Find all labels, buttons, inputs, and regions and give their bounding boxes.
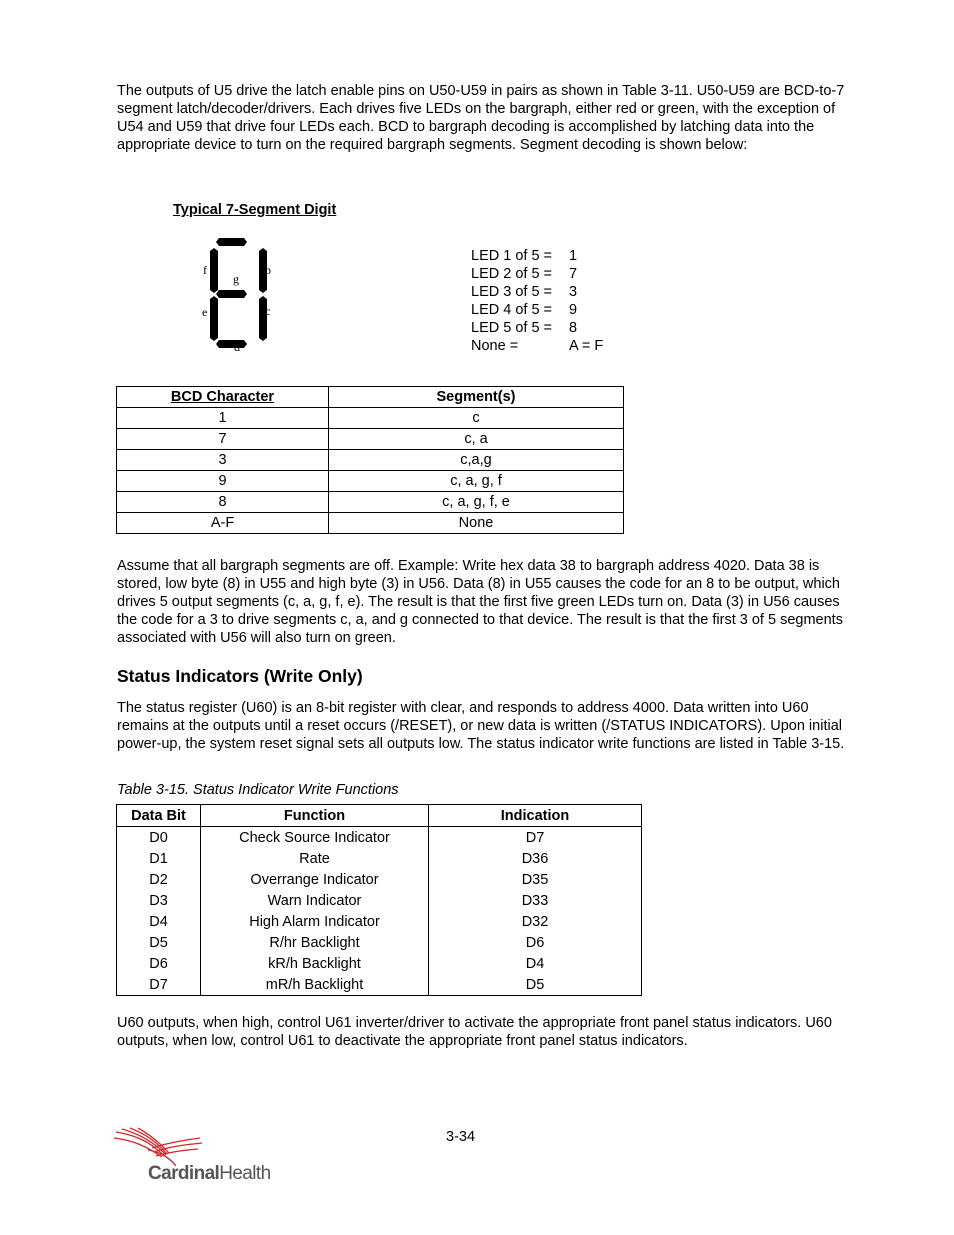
logo-brand-cardinal: Cardinal [148,1163,220,1184]
column-header-indication: Indication [429,805,642,827]
segment-label-f: f [203,263,207,277]
segment-g [216,290,247,298]
table-row: 8 c, a, g, f, e [117,492,624,513]
logo-brand-health: Health [219,1163,271,1184]
cardinal-health-logo [112,1126,272,1184]
led-row: LED 4 of 5 = 9 [471,302,578,318]
column-header-data-bit: Data Bit [117,805,201,827]
example-paragraph: Assume that all bargraph segments are off. Example: Write hex data 38 to bargraph address 4020. Data 38 is stored, low byte (8) in U55 and high byte (3) in U56. Data (8) in U55 causes the code for an 8 to be output, which drives 5 output segments (c, a, g, f, e). The result is that the first five green LEDs turn on. Data (3) in U56 causes the code for a 3 to drive segments c, a, and g connected to that device. The result is that the first 3 of 5 segments associated with U56 will also turn on green. [117,558,843,646]
table-header-row [117,387,624,408]
segment-label-g: g [233,272,239,286]
table-row: 3 c,a,g [117,450,624,471]
table-row: D0 Check Source Indicator D7 [117,827,642,849]
bird-mark-icon [114,1128,202,1166]
bcd-segment-table [116,386,624,534]
table-caption: Table 3-15. Status Indicator Write Functions [117,782,399,798]
table-row: 1 c [117,408,624,429]
led-row: LED 1 of 5 = 1 [471,248,578,264]
table-row: D3 Warn Indicator D33 [117,890,642,911]
figure-title: Typical 7-Segment Digit [173,202,337,218]
table-row: 7 c, a [117,429,624,450]
status-paragraph: The status register (U60) is an 8-bit register with clear, and responds to address 4000. Data written into U60 remains at the outputs until a reset occurs (/RESET), or new data is written (/STATUS INDICATORS). Upon initial power-up, the system reset signal sets all outputs low. The status indicator write functions are listed in Table 3-15. [117,700,845,752]
table-row: D4 High Alarm Indicator D32 [117,911,642,932]
section-heading: Status Indicators (Write Only) [117,666,363,686]
closing-paragraph: U60 outputs, when high, control U61 inverter/driver to activate the appropriate front panel status indicators. U60 outputs, when low, control U61 to deactivate the appropriate front panel status indicators. [117,1015,832,1049]
page-number: 3-34 [446,1129,476,1145]
column-header-bcd: BCD Character [117,387,329,408]
segment-a [216,238,247,246]
segment-label-e: e [202,305,208,319]
table-row: D7 mR/h Backlight D5 [117,974,642,996]
table-row: D6 kR/h Backlight D4 [117,953,642,974]
led-row: None = A = F [471,338,604,354]
table-row: A-F None [117,513,624,534]
table-header-row [117,805,642,827]
table-row: D2 Overrange Indicator D35 [117,869,642,890]
column-header-function: Function [201,805,429,827]
table-row: 9 c, a, g, f [117,471,624,492]
led-mapping-list [471,247,603,355]
led-row: LED 2 of 5 = 7 [471,266,578,282]
segment-c [259,296,267,341]
led-row: LED 3 of 5 = 3 [471,284,578,300]
segment-label-d: d [234,340,240,352]
intro-paragraph: The outputs of U5 drive the latch enable pins on U50-U59 in pairs as shown in Table 3-11. U50-U59 are BCD-to-7 segment latch/decoder/drivers. Each drives five LEDs on the bargraph, either red or green, with the exception of U54 and U59 that drive four LEDs each. BCD to bargraph decoding is accomplished by latching data into the appropriate device to turn on the required bargraph segments. Segment decoding is shown below: [117,83,845,153]
svg-text:CardinalHealth [148,1163,271,1184]
segment-f [210,248,218,293]
seven-segment-diagram [196,232,286,352]
led-row: LED 5 of 5 = 8 [471,320,578,336]
table-row: D5 R/hr Backlight D6 [117,932,642,953]
table-row: D1 Rate D36 [117,848,642,869]
status-indicator-table [116,804,642,996]
segment-d [216,340,247,348]
segment-label-c: c [265,304,271,318]
segment-e [210,296,218,341]
column-header-segments: Segment(s) [329,387,624,408]
segment-label-a: a [234,233,240,247]
segment-label-b: b [265,263,271,277]
